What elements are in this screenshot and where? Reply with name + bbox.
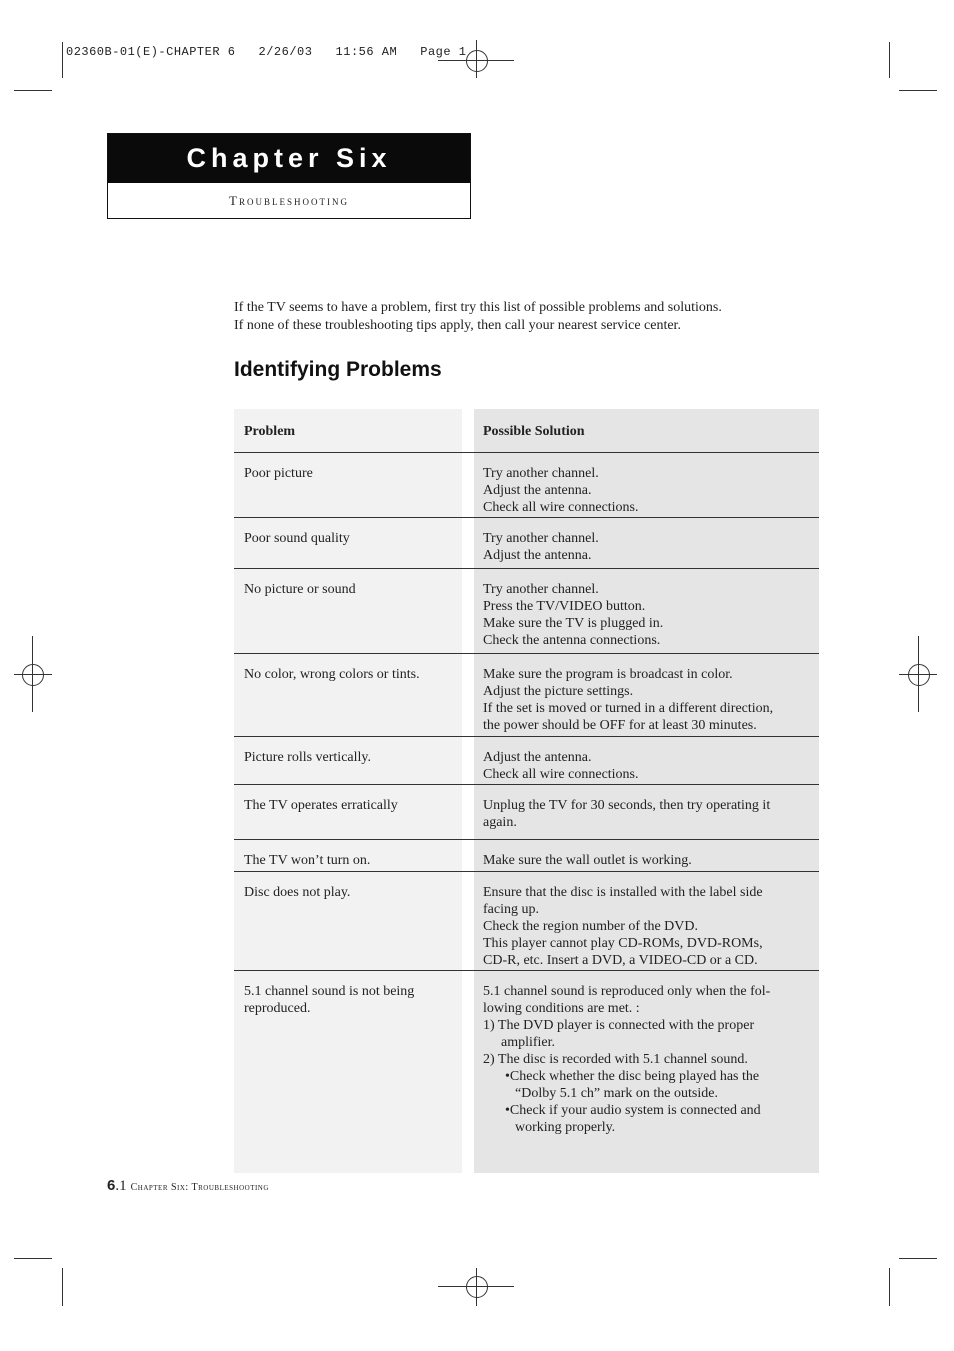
registration-mark-icon (466, 50, 488, 72)
troubleshooting-table (234, 409, 819, 1173)
print-slug: 02360B-01(E)-CHAPTER 6 2/26/03 11:56 AM Page 1 (66, 45, 467, 59)
solution-cell: Try another channel. Adjust the antenna. Check all wire connections. (483, 466, 639, 515)
table-row (234, 871, 819, 971)
solution-cell: Ensure that the disc is installed with the label side facing up. Check the region number of the DVD. This player cannot play CD-ROMs, DVD-ROMs, CD-R, etc. Insert a DVD, a VIDEO-CD or a CD. (483, 885, 763, 968)
solution-cell: Adjust the antenna. Check all wire connections. (483, 750, 639, 782)
solution-cell: Make sure the program is broadcast in color. Adjust the picture settings. If the set is moved or turned in a different direction, the power should be OFF for at least 30 minutes. (483, 667, 774, 733)
solution-cell: Try another channel. Press the TV/VIDEO button. Make sure the TV is plugged in. Check the antenna connections. (483, 582, 664, 648)
intro-line: If the TV seems to have a problem, first try this list of possible problems and solutions. (234, 300, 722, 315)
problem-cell: Poor picture (244, 466, 313, 481)
registration-mark-icon (22, 664, 44, 686)
page-number-minor: .1 (115, 1178, 127, 1194)
page-number-major: 6 (107, 1177, 116, 1194)
page-footer (107, 1177, 269, 1195)
section-heading: Identifying Problems (234, 358, 442, 381)
table-row (234, 452, 819, 518)
table-row (234, 736, 819, 785)
header-solution: Possible Solution (483, 424, 585, 439)
table-row (234, 784, 819, 840)
header-problem: Problem (244, 424, 296, 439)
solution-cell: Make sure the wall outlet is working. (483, 853, 692, 868)
chapter-title: Chapter Six (108, 134, 470, 183)
problem-cell: 5.1 channel sound is not being reproduced. (244, 984, 415, 1016)
registration-mark-icon (466, 1276, 488, 1298)
table-row (234, 653, 819, 737)
registration-mark-icon (908, 664, 930, 686)
solution-cell: 5.1 channel sound is reproduced only when the fol- lowing conditions are met. : 1) The DVD player is connected with the proper amplifier. 2) The disc is recorded with 5.1 channel sound. •Check whether the disc being played has the “Dolby 5.1 ch” mark on the outside. •Check if your audio system is connected and working properly. (483, 984, 771, 1135)
problem-cell: Poor sound quality (244, 531, 350, 546)
table-row (234, 970, 819, 1174)
problem-cell: No color, wrong colors or tints. (244, 667, 420, 682)
chapter-subtitle: Troubleshooting (229, 193, 349, 208)
table-row (234, 839, 819, 872)
intro-line: If none of these troubleshooting tips apply, then call your nearest service center. (234, 318, 681, 333)
problem-cell: No picture or sound (244, 582, 356, 597)
table-row (234, 517, 819, 569)
problem-cell: Disc does not play. (244, 885, 351, 900)
solution-cell: Try another channel. Adjust the antenna. (483, 531, 599, 563)
problem-cell: The TV operates erratically (244, 798, 398, 813)
table-row (234, 568, 819, 654)
intro-text (234, 299, 834, 335)
problem-cell: Picture rolls vertically. (244, 750, 371, 765)
footer-chapter-label: Chapter Six: Troubleshooting (130, 1182, 269, 1193)
solution-cell: Unplug the TV for 30 seconds, then try operating it again. (483, 798, 771, 830)
chapter-header (107, 133, 471, 219)
table-header-row (234, 409, 819, 452)
problem-cell: The TV won’t turn on. (244, 853, 371, 868)
